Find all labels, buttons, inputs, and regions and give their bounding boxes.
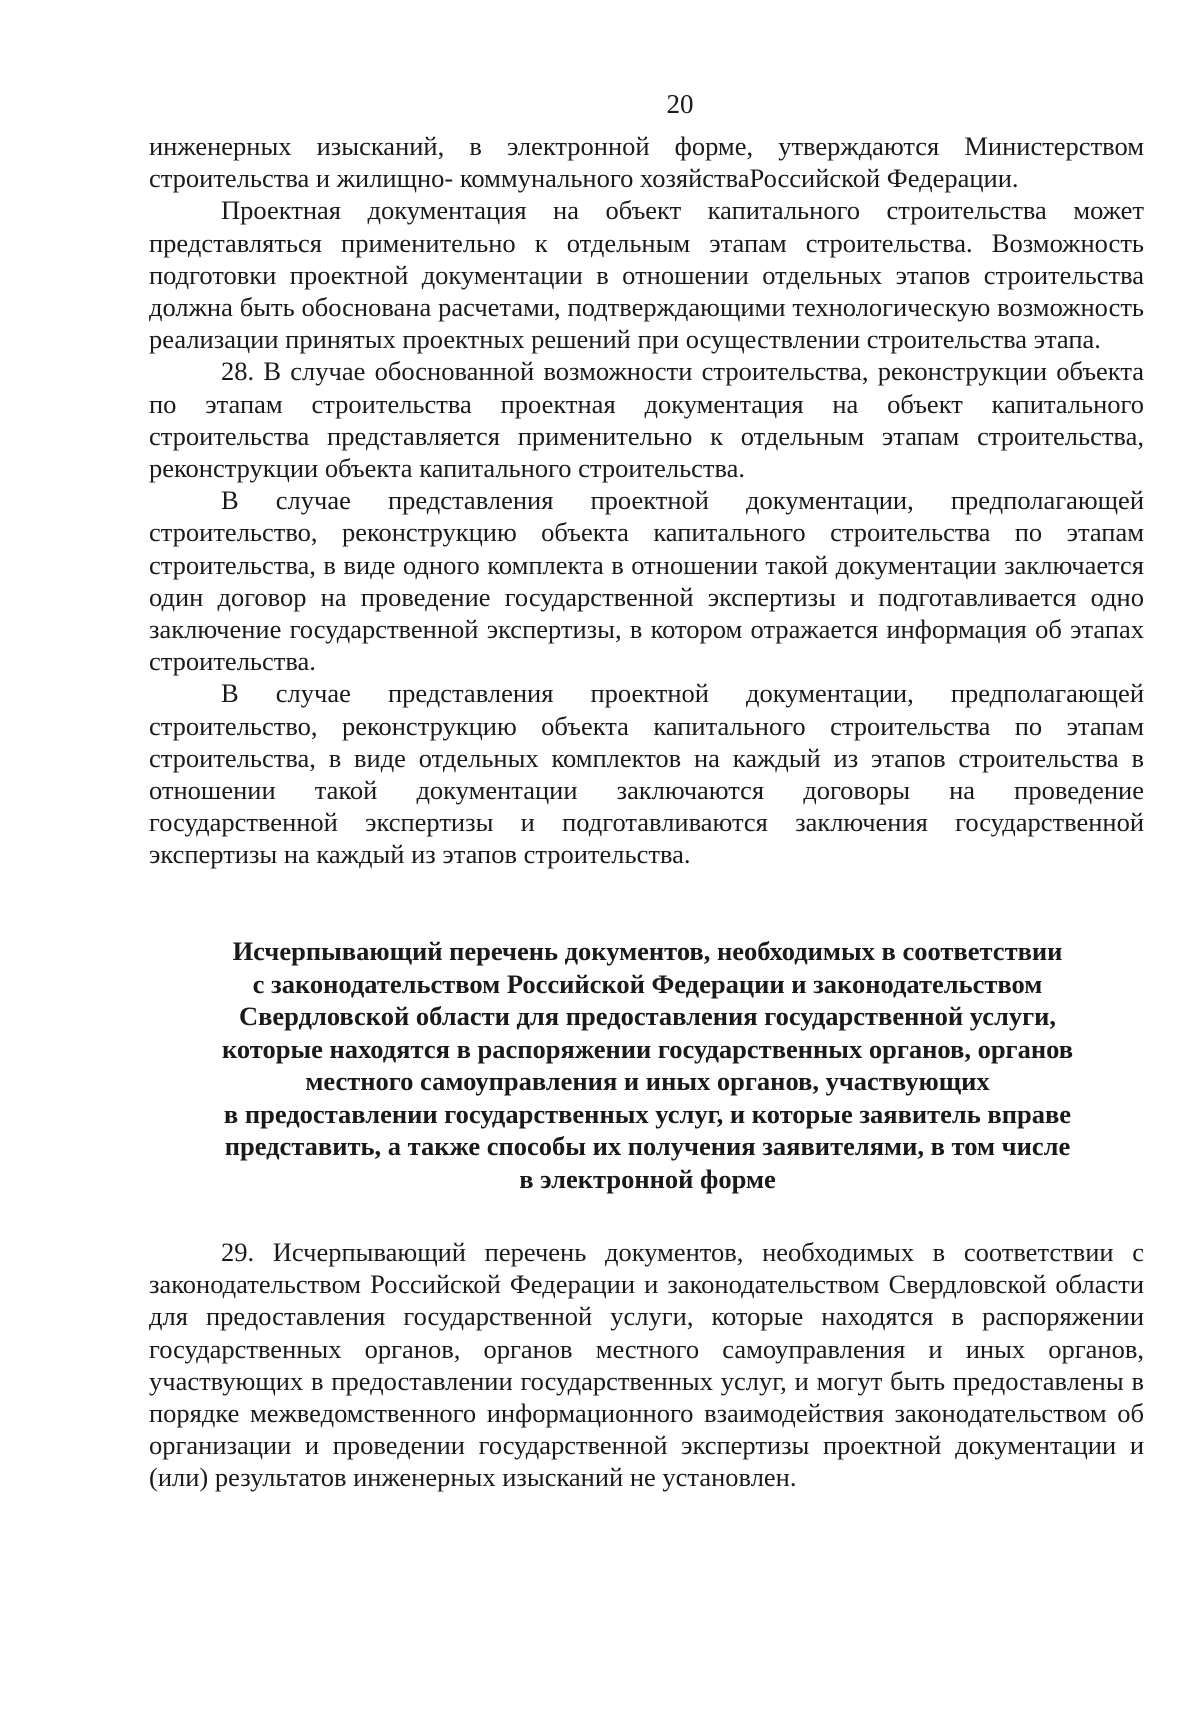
section-heading-line: Исчерпывающий перечень документов, необходимых в соответствии	[232, 936, 1063, 966]
section-heading	[160, 935, 1135, 1195]
section-heading-line: которые находятся в распоряжении государственных органов, органов	[221, 1033, 1074, 1064]
section-heading-line: в электронной форме	[519, 1163, 776, 1194]
section-heading-line: в предоставлении государственных услуг, и которые заявитель вправе	[223, 1098, 1072, 1129]
paragraph-item-28: 28. В случае обоснованной возможности строительства, реконструкции объекта по этапам строительства проектная документация на объект капитального строительства представляется применительно к отдельным этапам строительства, реконструкции объекта капитального строительства.	[149, 356, 1144, 484]
paragraph-continuation: инженерных изысканий, в электронной форме, утверждаются Министерством строительства и жилищно- коммунального хозяйстваРоссийской Федерации.	[149, 131, 1144, 194]
paragraph-separate-sets: В случае представления проектной документации, предполагающей строительство, реконструкцию объекта капитального строительства по этапам строительства, в виде отдельных комплектов на каждый из этапов строительства в отношении такой документации заключаются договоры на проведение государственной экспертизы и подготавливаются заключения государственной экспертизы на каждый из этапов строительства.	[149, 678, 1144, 870]
paragraph-staged-documentation: Проектная документация на объект капитального строительства может представляться применительно к отдельным этапам строительства. Возможность подготовки проектной документации в отношении отдельных этапов строительства должна быть обоснована расчетами, подтверждающими технологическую возможность реализации принятых проектных решений при осуществлении строительства этапа.	[149, 195, 1144, 355]
paragraph-item-29: 29. Исчерпывающий перечень документов, необходимых в соответствии с законодательством Российской Федерации и законодательством Свердловской области для предоставления государственной услуги, которые находятся в распоряжении государственных органов, органов местного самоуправления и иных органов, участвующих в предоставлении государственных услуг, и могут быть предоставлены в порядке межведомственного информационного взаимодействия законодательством об организации и проведении государственной экспертизы проектной документации и (или) результатов инженерных изысканий не установлен.	[149, 1237, 1144, 1493]
section-heading-line: представить, а также способы их получения заявителями, в том числе	[224, 1131, 1071, 1161]
body-text-top	[149, 130, 1144, 871]
section-heading-line: местного самоуправления и иных органов, участвующих	[305, 1066, 990, 1096]
section-heading-line: Свердловской области для предоставления государственной услуги,	[238, 1001, 1057, 1031]
body-text-bottom	[149, 1236, 1144, 1494]
page-number: 20	[666, 89, 694, 119]
section-heading-line: с законодательством Российской Федерации и законодательством	[252, 968, 1043, 999]
paragraph-single-set: В случае представления проектной документации, предполагающей строительство, реконструкцию объекта капитального строительства по этапам строительства, в виде одного комплекта в отношении такой документации заключается один договор на проведение государственной экспертизы и подготавливается одно заключение государственной экспертизы, в котором отражается информация об этапах строительства.	[149, 485, 1144, 677]
